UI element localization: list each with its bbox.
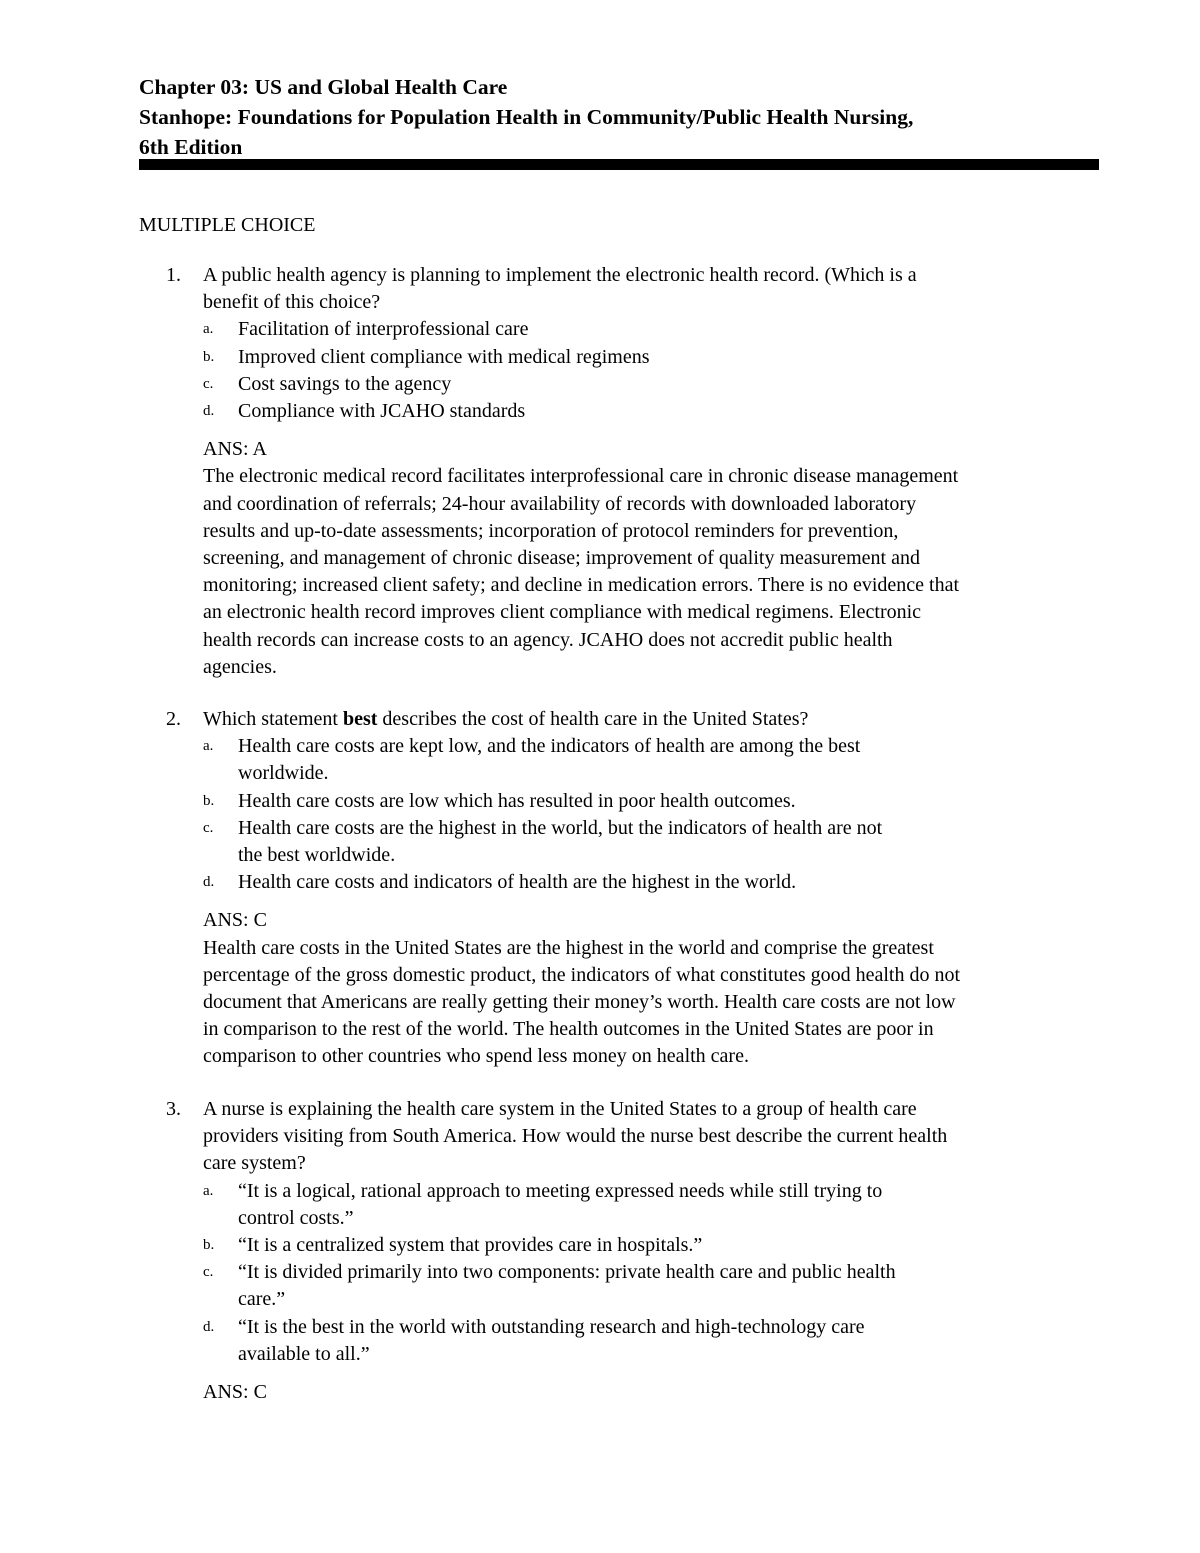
choice-letter: c. [203,1264,214,1281]
choice-b [203,788,1038,815]
question-stem-line: care system? [203,1152,306,1175]
choice-a [203,733,1038,787]
choice-c [203,1259,1038,1313]
question-1 [139,262,1099,681]
book-title-line-1: Stanhope: Foundations for Population Health in Community/Public Health Nursing, [139,105,914,129]
choice-letter: b. [203,348,215,365]
choice-a [203,1178,1038,1232]
choice-letter: a. [203,321,214,338]
answer-choices [139,1178,1099,1368]
book-title-line-2: 6th Edition [139,135,243,159]
answer-key: ANS: A [203,438,267,461]
choice-text: “It is divided primarily into two components: private health care and public health [238,1261,896,1284]
rationale [139,935,1103,1071]
choice-letter: d. [203,403,215,420]
rationale-line: results and up-to-date assessments; incorporation of protocol reminders for prevention, [203,519,899,542]
question-stem-line: benefit of this choice? [203,291,381,314]
choice-letter: b. [203,792,215,809]
choice-letter: d. [203,1318,215,1335]
question-number: 2. [166,708,181,730]
choice-text: Improved client compliance with medical regimens [238,345,650,368]
choice-text: Health care costs are the highest in the world, but the indicators of health are not [238,816,883,839]
choice-c [203,371,1038,398]
choice-text: worldwide. [238,762,329,785]
choice-text: “It is a centralized system that provides care in hospitals.” [238,1234,703,1257]
rationale-line: document that Americans are really getting their money’s worth. Health care costs are not low [203,991,956,1014]
stem-text: describes the cost of health care in the United States? [377,708,809,730]
choice-a [203,316,1038,343]
stem-emphasis: best [342,708,378,730]
question-stem-line [203,708,808,730]
rationale-line: Health care costs in the United States are the highest in the world and comprise the greatest [203,936,934,959]
rationale-line: screening, and management of chronic disease; improvement of quality measurement and [203,547,920,570]
choice-letter: a. [203,738,214,755]
choice-b [203,1232,1038,1259]
choice-text: available to all.” [238,1342,370,1365]
question-number: 3. [166,1098,181,1120]
question-3 [139,1096,1099,1406]
question-stem-line: A public health agency is planning to implement the electronic health record. (Which is a [203,264,917,286]
choice-d [203,869,1038,896]
choice-text: Facilitation of interprofessional care [238,318,529,341]
section-title: MULTIPLE CHOICE [139,214,316,236]
choice-letter: c. [203,375,214,392]
choice-d [203,398,1038,425]
answer-choices [139,316,1099,425]
choice-b [203,344,1038,371]
question-stem [139,1096,1099,1178]
choice-d [203,1314,1038,1368]
rationale-line: health records can increase costs to an agency. JCAHO does not accredit public health [203,628,893,651]
choice-text: the best worldwide. [238,844,396,867]
document-header [139,72,1099,162]
rationale-line: in comparison to the rest of the world. The health outcomes in the United States are poor in [203,1018,934,1041]
choice-text: Cost savings to the agency [238,372,452,395]
question-stem-line: providers visiting from South America. How would the nurse best describe the current health [203,1125,948,1148]
rationale-line: an electronic health record improves client compliance with medical regimens. Electronic [203,601,922,624]
rationale-line: agencies. [203,655,277,678]
stem-text: Which statement [203,708,343,730]
chapter-title: Chapter 03: US and Global Health Care [139,75,508,99]
choice-text: care.” [238,1288,286,1311]
choice-text: Health care costs are low which has resulted in poor health outcomes. [238,789,796,812]
rationale-line: percentage of the gross domestic product, the indicators of what constitutes good health do not [203,963,961,986]
choice-letter: b. [203,1237,215,1254]
answer-choices [139,733,1099,896]
rationale [139,463,1103,681]
header-rule [139,159,1099,170]
rationale-line: monitoring; increased client safety; and decline in medication errors. There is no evidence that [203,574,960,597]
choice-text: Health care costs are kept low, and the indicators of health are among the best [238,735,861,758]
rationale-line: and coordination of referrals; 24-hour availability of records with downloaded laboratory [203,492,917,515]
question-stem-line: A nurse is explaining the health care system in the United States to a group of health care [203,1098,917,1120]
question-number: 1. [166,264,181,286]
choice-text: Compliance with JCAHO standards [238,400,526,423]
choice-text: “It is the best in the world with outstanding research and high-technology care [238,1315,865,1338]
rationale-line: comparison to other countries who spend less money on health care. [203,1045,749,1068]
question-stem [139,706,1099,733]
question-2 [139,706,1099,1071]
answer-key: ANS: C [203,1381,267,1404]
rationale-line: The electronic medical record facilitates interprofessional care in chronic disease management [203,465,959,488]
question-stem [139,262,1099,316]
answer-key: ANS: C [203,909,267,932]
choice-text: control costs.” [238,1206,354,1229]
choice-letter: a. [203,1182,214,1199]
choice-text: Health care costs and indicators of health are the highest in the world. [238,871,797,894]
choice-letter: d. [203,874,215,891]
choice-text: “It is a logical, rational approach to meeting expressed needs while still trying to [238,1179,883,1202]
choice-letter: c. [203,819,214,836]
choice-c [203,815,1038,869]
